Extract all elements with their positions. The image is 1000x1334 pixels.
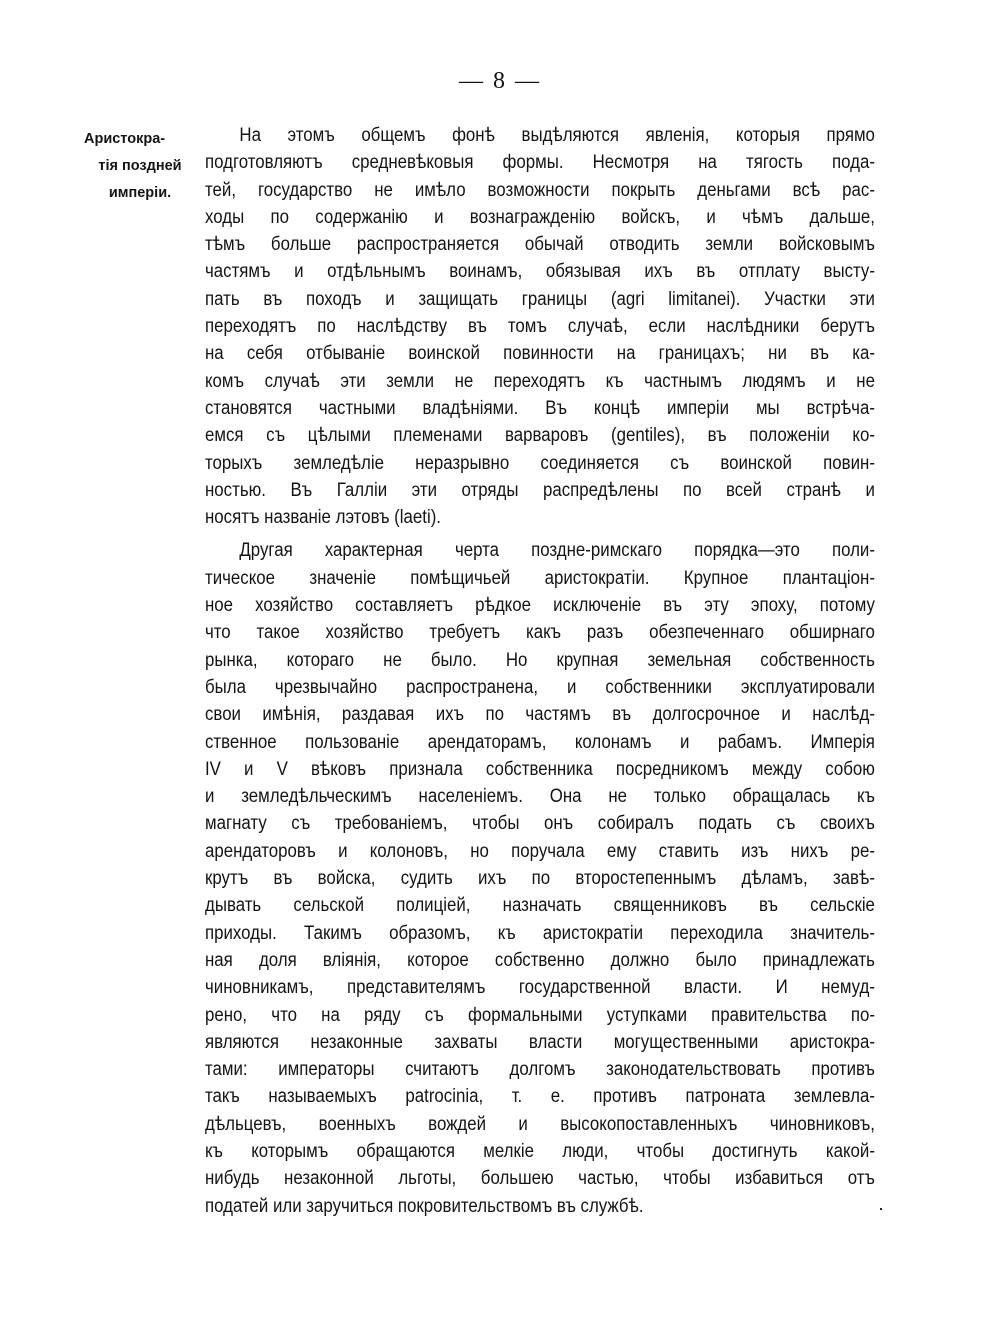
text-line: становятся частными владѣніями. Въ концѣ имперіи мы встрѣча- — [205, 396, 875, 419]
text-line: подготовляютъ средневѣковыя формы. Несмотря на тягость пода- — [205, 151, 875, 174]
text-line: податей или заручиться покровительствомъ въ службѣ. — [205, 1194, 644, 1217]
text-line: ственное пользованіе арендаторамъ, колонамъ и рабамъ. Имперія — [205, 730, 875, 753]
text-line: Другая характерная черта поздне-римскаго порядка—это поли- — [239, 539, 875, 562]
text-line: На этомъ общемъ фонѣ выдѣляются явленія, которыя прямо — [239, 124, 875, 146]
text-line: переходятъ по наслѣдству въ томъ случаѣ, если наслѣдники берутъ — [205, 315, 875, 338]
margin-note-line: Аристокра- — [84, 131, 166, 147]
text-line: дѣльцевъ, военныхъ вождей и высокопоставленныхъ чиновниковъ, — [205, 1112, 875, 1135]
text-line: ностью. Въ Галліи эти отряды распредѣлены по всей странѣ и — [205, 478, 875, 501]
text-line: на себя отбываніе воинской повинности на границахъ; ни въ ка- — [205, 342, 875, 365]
text-line: крутъ въ войска, судить ихъ по второстепеннымъ дѣламъ, завѣ- — [205, 867, 875, 890]
page-number: — 8 — — [459, 68, 541, 94]
text-line: арендаторовъ и колоновъ, но поручала ему ставить изъ нихъ ре- — [205, 839, 875, 862]
text-line: являются незаконные захваты власти могущественными аристокра- — [205, 1030, 875, 1053]
text-line: торыхъ земледѣліе неразрывно соединяется съ воинской повин- — [205, 451, 875, 474]
text-line: и земледѣльческимъ населеніемъ. Она не только обращалась къ — [205, 785, 875, 808]
text-line: магнату съ требованіемъ, чтобы онъ собиралъ подать съ своихъ — [205, 812, 875, 835]
text-line: нибудь незаконной льготы, большею частью, чтобы избавиться отъ — [205, 1167, 875, 1190]
text-line: комъ случаѣ эти земли не переходятъ къ частнымъ людямъ и не — [205, 369, 875, 392]
text-line: къ которымъ обращаются мелкіе люди, чтобы достигнуть какой- — [205, 1139, 875, 1162]
margin-note-line: тія поздней — [98, 158, 182, 174]
text-line: ходы по содержанію и вознагражденію войскъ, и чѣмъ дальше, — [205, 205, 875, 228]
text-line: тами: императоры считаютъ долгомъ законодательствовать противъ — [205, 1058, 875, 1081]
margin-note-line: имперіи. — [108, 185, 172, 201]
text-line: рено, что на ряду съ формальными уступками правительства по- — [205, 1003, 875, 1026]
paragraph-1 — [205, 122, 875, 531]
text-line: была чрезвычайно распространена, и собственники эксплуатировали — [205, 675, 875, 698]
text-line: такъ называемыхъ patrocinia, т. е. противъ патроната землевла- — [205, 1085, 875, 1108]
text-line: дывать сельской полиціей, назначать священниковъ въ сельскіе — [205, 894, 875, 917]
text-line: носятъ названіе лэтовъ (laeti). — [205, 506, 442, 529]
text-line: чиновникамъ, представителямъ государственной власти. И немуд- — [205, 976, 875, 999]
text-line: емся съ цѣлыми племенами варваровъ (gentiles), въ положеніи ко- — [205, 424, 875, 447]
body-text — [205, 122, 875, 1220]
text-line: частямъ и отдѣльнымъ воинамъ, обязывая ихъ въ отплату высту- — [205, 260, 875, 283]
text-line: рынка, котораго не было. Но крупная земельная собственность — [205, 648, 875, 671]
text-line: приходы. Такимъ образомъ, къ аристократіи переходила значитель- — [205, 921, 875, 944]
text-line: тей, государство не имѣло возможности покрыть деньгами всѣ рас- — [205, 178, 875, 201]
paragraph-2 — [205, 537, 875, 1219]
margin-note — [84, 126, 196, 207]
text-line: свои имѣнія, раздавая ихъ по частямъ въ долгосрочное и наслѣд- — [205, 703, 875, 726]
text-line: пать въ походъ и защищать границы (agri limitanei). Участки эти — [205, 287, 875, 310]
text-line: ная доля вліянія, которое собственно должно было принадлежать — [205, 948, 875, 971]
text-line: ное хозяйство составляетъ рѣдкое исключеніе въ эту эпоху, потому — [205, 594, 875, 617]
text-line: IV и V вѣковъ признала собственника посредникомъ между собою — [205, 757, 875, 780]
text-line: тическое значеніе помѣщичьей аристократіи. Крупное плантаціон- — [205, 566, 875, 589]
scan-artifact-dot — [880, 1208, 882, 1210]
text-line: тѣмъ больше распространяется обычай отводить земли войсковымъ — [205, 233, 875, 256]
text-line: что такое хозяйство требуетъ какъ разъ обезпеченнаго обширнаго — [205, 621, 875, 644]
